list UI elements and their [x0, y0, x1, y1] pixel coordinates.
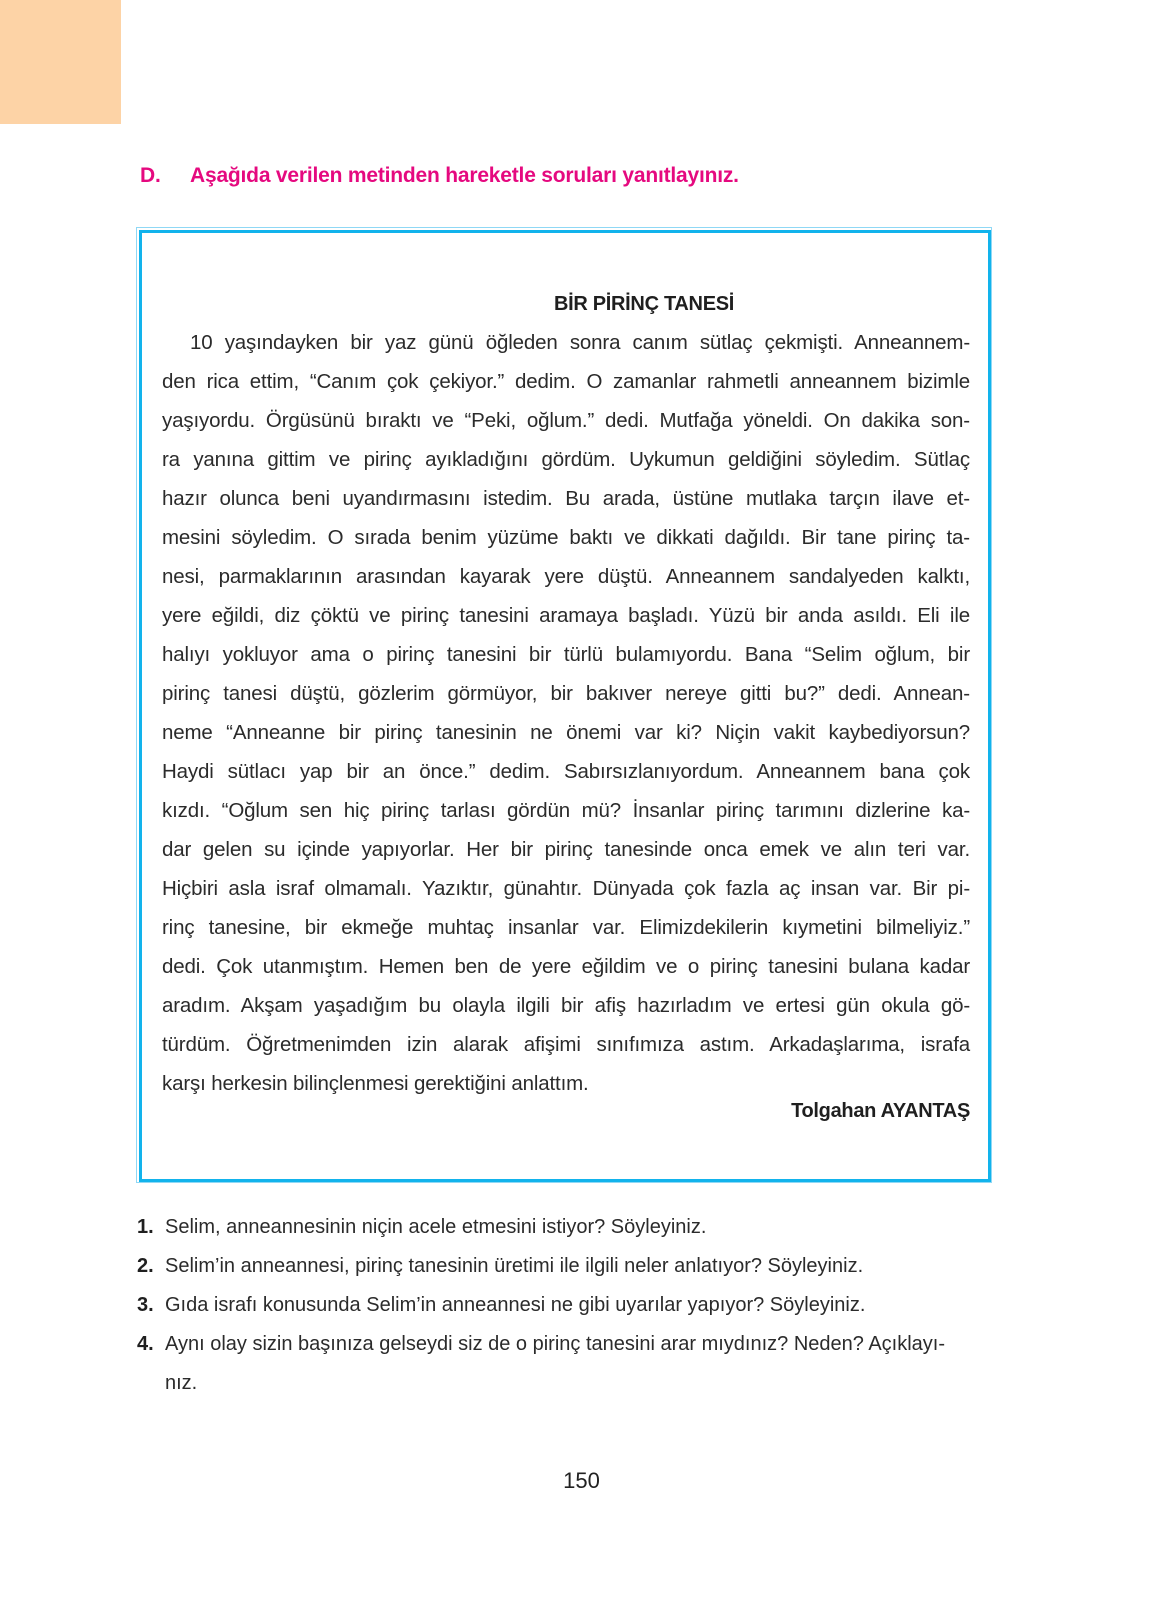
question-item: [137, 1208, 1017, 1247]
question-text: [165, 1286, 1017, 1325]
question-number: 2.: [137, 1255, 154, 1277]
corner-color-tab: [0, 0, 121, 124]
question-number: 3.: [137, 1294, 154, 1316]
question-list: [137, 1208, 1017, 1403]
question-text: [165, 1247, 1017, 1286]
question-item: [137, 1325, 1017, 1403]
passage-line: dedi. Çok utanmıştım. Hemen ben de yere eğildim ve o pirinç tanesini bulana kadar: [162, 955, 970, 978]
passage-line: dar gelen su içinde yapıyorlar. Her bir pirinç tanesinde onca emek ve alın teri var.: [162, 838, 970, 861]
passage-body: [162, 323, 970, 1103]
passage-author: Tolgahan AYANTAŞ: [791, 1100, 970, 1122]
question-item: [137, 1286, 1017, 1325]
question-number: 1.: [137, 1216, 154, 1238]
question-text-line: Gıda israfı konusunda Selim’in anneannesi ne gibi uyarılar yapıyor? Söyleyiniz.: [165, 1294, 866, 1316]
question-item: [137, 1247, 1017, 1286]
passage-line: Haydi sütlacı yap bir an önce.” dedim. Sabırsızlanıyordum. Anneannem bana çok: [162, 760, 970, 783]
passage-line: karşı herkesin bilinçlenmesi gerektiğini anlattım.: [162, 1072, 589, 1095]
passage-line: kızdı. “Oğlum sen hiç pirinç tarlası gördün mü? İnsanlar pirinç tarımını dizlerine ka-: [162, 799, 970, 822]
passage-line: halıyı yokluyor ama o pirinç tanesini bir türlü bulamıyordu. Bana “Selim oğlum, bir: [162, 643, 970, 666]
passage-line: neme “Anneanne bir pirinç tanesinin ne önemi var ki? Niçin vakit kaybediyorsun?: [162, 721, 970, 744]
passage-line: türdüm. Öğretmenimden izin alarak afişimi sınıfımıza astım. Arkadaşlarıma, israfa: [162, 1033, 970, 1056]
page-number: 150: [563, 1468, 600, 1493]
passage-line: hazır olunca beni uyandırmasını istedim. Bu arada, üstüne mutlaka tarçın ilave et-: [162, 487, 970, 510]
passage-line: 10 yaşındayken bir yaz günü öğleden sonra canım sütlaç çekmişti. Anneannem-: [190, 331, 970, 354]
passage-line: pirinç tanesi düştü, gözlerim görmüyor, bir bakıver nereye gitti bu?” dedi. Annean-: [162, 682, 970, 705]
passage-line: Hiçbiri asla israf olmamalı. Yazıktır, günahtır. Dünyada çok fazla aç insan var. Bir pi-: [162, 877, 970, 900]
passage-line: yere eğildi, diz çöktü ve pirinç tanesini aramaya başladı. Yüzü bir anda asıldı. Eli ile: [162, 604, 970, 627]
passage-line: nesi, parmaklarının arasından kayarak yere düştü. Anneannem sandalyeden kalktı,: [162, 565, 970, 588]
passage-line: yaşıyordu. Örgüsünü bıraktı ve “Peki, oğlum.” dedi. Mutfağa yöneldi. On dakika son-: [162, 409, 970, 432]
question-text-line: Aynı olay sizin başınıza gelseydi siz de o pirinç tanesini arar mıydınız? Neden? Açıklayı-: [165, 1333, 946, 1355]
question-text: [165, 1325, 1017, 1403]
question-number: 4.: [137, 1333, 154, 1355]
passage-line: den rica ettim, “Canım çok çekiyor.” dedim. O zamanlar rahmetli anneannem bizimle: [162, 370, 970, 393]
passage-line: aradım. Akşam yaşadığım bu olayla ilgili bir afiş hazırladım ve ertesi gün okula gö-: [162, 994, 970, 1017]
question-text: [165, 1208, 1017, 1247]
section-letter: D.: [140, 164, 161, 187]
passage-title: BİR PİRİNÇ TANESİ: [553, 293, 735, 315]
question-text-continuation: nız.: [165, 1372, 198, 1394]
question-text-line: Selim’in anneannesi, pirinç tanesinin üretimi ile ilgili neler anlatıyor? Söyleyiniz.: [165, 1255, 864, 1277]
passage-line: rinç tanesine, bir ekmeğe muhtaç insanlar var. Elimizdekilerin kıymetini bilmeliyiz.”: [162, 916, 970, 939]
question-text-line: Selim, anneannesinin niçin acele etmesini istiyor? Söyleyiniz.: [165, 1216, 707, 1238]
section-heading: [140, 164, 739, 188]
section-instruction: Aşağıda verilen metinden hareketle soruları yanıtlayınız.: [190, 164, 739, 187]
passage-line: mesini söyledim. O sırada benim yüzüme baktı ve dikkati dağıldı. Bir tane pirinç ta-: [162, 526, 970, 549]
passage-line: ra yanına gittim ve pirinç ayıkladığını gördüm. Uykumun geldiğini söyledim. Sütlaç: [162, 448, 970, 471]
